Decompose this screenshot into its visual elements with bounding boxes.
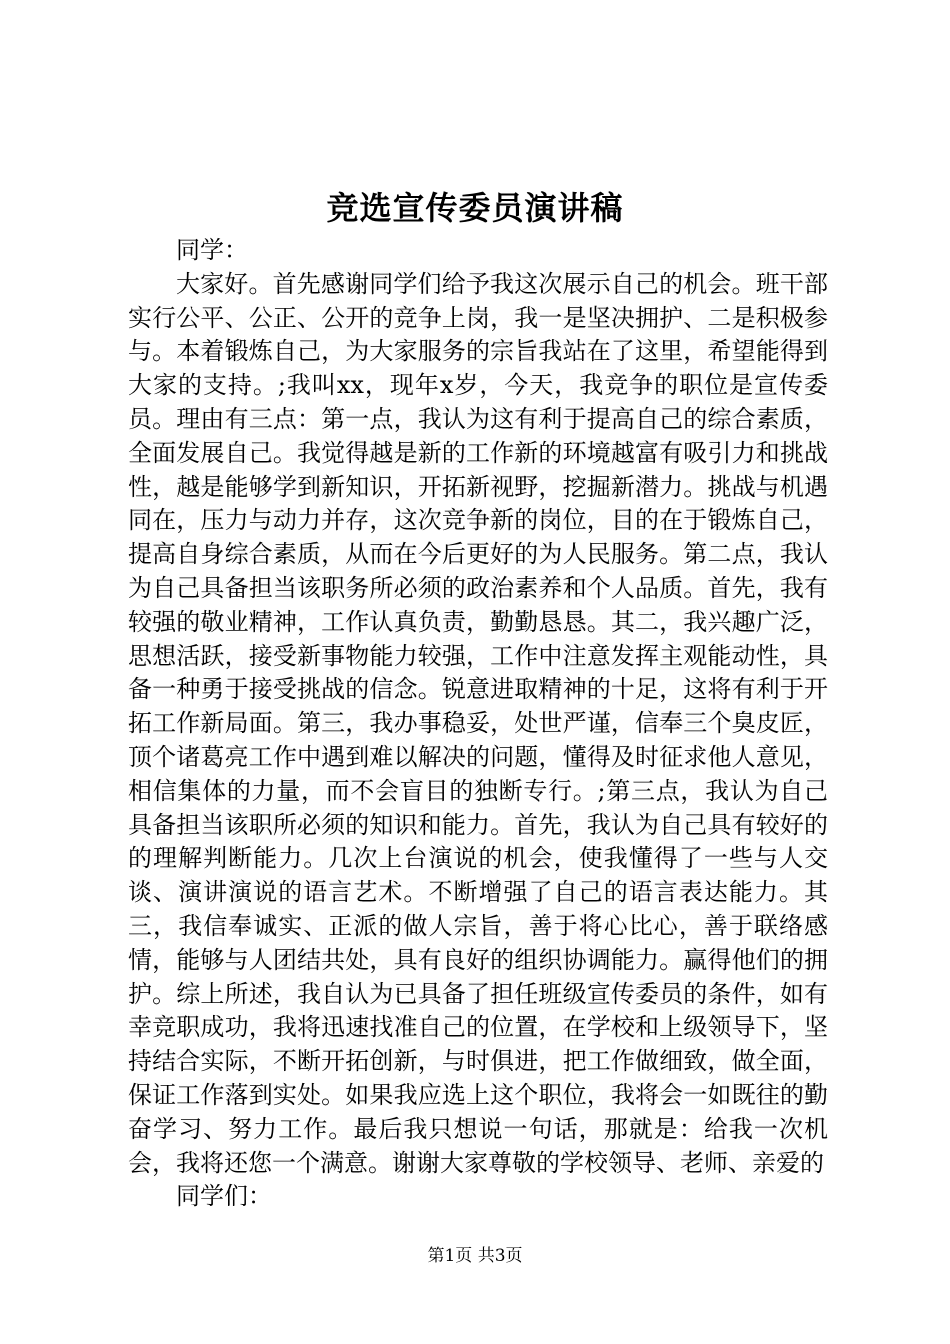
- closing-salutation-paragraph: 同学们：: [176, 1182, 272, 1211]
- page-footer: 第1页 共3页: [427, 1246, 523, 1266]
- document-title: 竞选宣传委员演讲稿: [326, 189, 624, 227]
- document-body: [128, 234, 828, 1214]
- main-paragraph: 大家好。首先感谢同学们给予我这次展示自己的机会。班干部实行公平、公正、公开的竞争上岗，我一是坚决拥护、二是积极参与。本着锻炼自己，为大家服务的宗旨我站在了这里，希望能得到大家的支持。;我叫xx，现年x岁，今天，我竞争的职位是宣传委员。理由有三点：第一点，我认为这有利于提高自己的综合素质，全面发展自己。我觉得越是新的工作新的环境越富有吸引力和挑战性，越是能够学到新知识，开拓新视野，挖掘新潜力。挑战与机遇同在，压力与动力并存，这次竞争新的岗位，目的在于锻炼自己，提高自身综合素质，从而在今后更好的为人民服务。第二点，我认为自己具备担当该职务所必须的政治素养和个人品质。首先，我有较强的敬业精神，工作认真负责，勤勤恳恳。其二，我兴趣广泛，思想活跃，接受新事物能力较强，工作中注意发挥主观能动性，具备一种勇于接受挑战的信念。锐意进取精神的十足，这将有利于开拓工作新局面。第三，我办事稳妥，处世严谨，信奉三个臭皮匠，顶个诸葛亮工作中遇到难以解决的问题，懂得及时征求他人意见，相信集体的力量，而不会盲目的独断专行。;第三点，我认为自己具备担当该职所必须的知识和能力。首先，我认为自己具有较好的的理解判断能力。几次上台演说的机会，使我懂得了一些与人交谈、演讲演说的语言艺术。不断增强了自己的语言表达能力。其三，我信奉诚实、正派的做人宗旨，善于将心比心，善于联络感情，能够与人团结共处，具有良好的组织协调能力。赢得他们的拥护。综上所述，我自认为已具备了担任班级宣传委员的条件，如有幸竞职成功，我将迅速找准自己的位置，在学校和上级领导下，坚持结合实际，不断开拓创新，与时俱进，把工作做细致，做全面，保证工作落到实处。如果我应选上这个职位，我将会一如既往的勤奋学习、努力工作。最后我只想说一句话，那就是：给我一次机会，我将还您一个满意。谢谢大家尊敬的学校领导、老师、亲爱的: [128, 269, 828, 1177]
- salutation-paragraph: 同学：: [176, 236, 248, 264]
